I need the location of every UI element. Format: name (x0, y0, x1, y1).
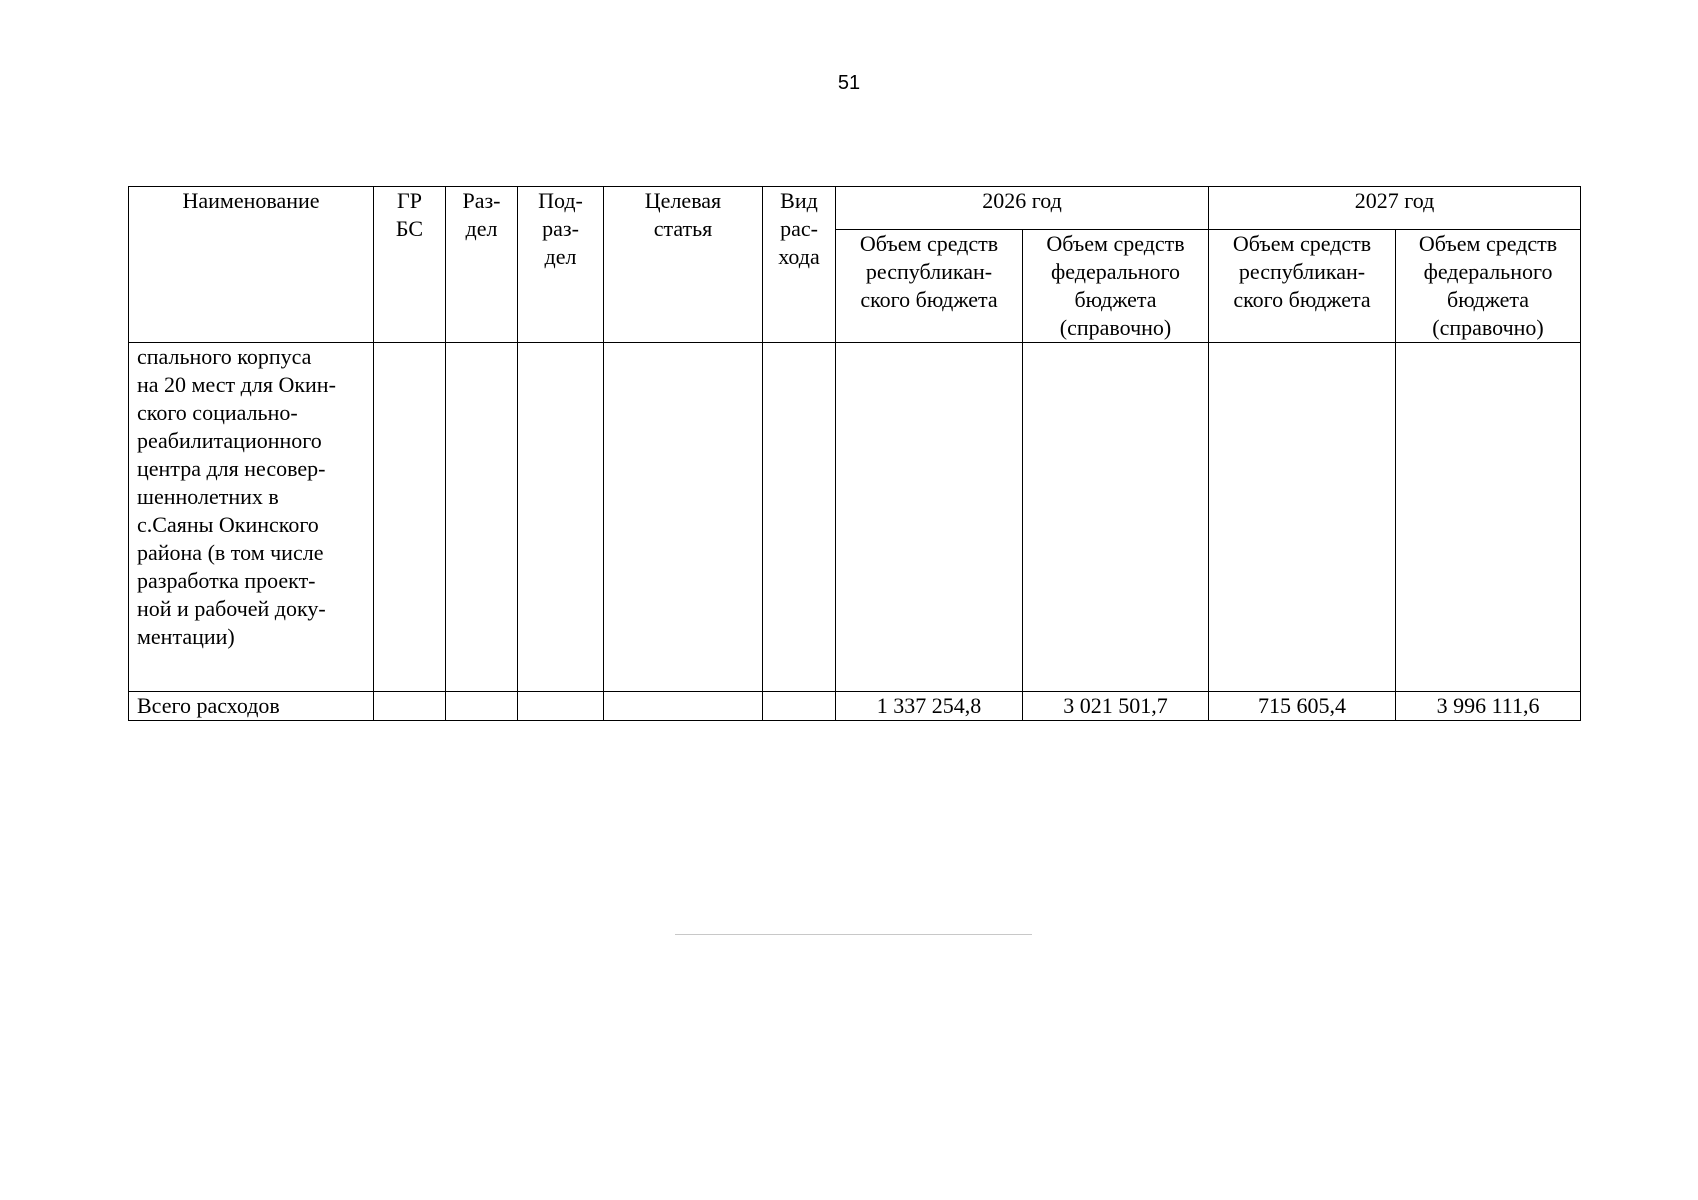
table-header (129, 187, 1581, 343)
table-body (129, 343, 1581, 721)
footer-divider (675, 934, 1032, 935)
header-2027-federal: Объем средств федерального бюджета (справочно) (1396, 230, 1581, 343)
total-razdel (446, 692, 518, 721)
header-year-2026: 2026 год (836, 187, 1209, 230)
header-name: Наименование (129, 187, 374, 343)
header-razdel: Раз- дел (446, 187, 518, 343)
total-2026-federal: 3 021 501,7 (1023, 692, 1209, 721)
row-2026-federal (1023, 343, 1209, 692)
total-podrazdel (518, 692, 604, 721)
total-grbs (374, 692, 446, 721)
total-2027-federal: 3 996 111,6 (1396, 692, 1581, 721)
row-podrazdel (518, 343, 604, 692)
header-celevaya-statya: Целевая статья (604, 187, 763, 343)
total-2026-republic: 1 337 254,8 (836, 692, 1023, 721)
row-2026-republic (836, 343, 1023, 692)
total-vid-rashoda (763, 692, 836, 721)
total-row (129, 692, 1581, 721)
total-2027-republic: 715 605,4 (1209, 692, 1396, 721)
header-2027-republic: Объем средств республикан- ского бюджета (1209, 230, 1396, 343)
page-number: 51 (837, 72, 861, 94)
header-vid-rashoda: Вид рас- хода (763, 187, 836, 343)
header-year-2027: 2027 год (1209, 187, 1581, 230)
total-label: Всего расходов (129, 692, 374, 721)
header-row-top (129, 187, 1581, 230)
row-2027-republic (1209, 343, 1396, 692)
row-grbs (374, 343, 446, 692)
row-name: спального корпуса на 20 мест для Окин- ского социально- реабилитационного центра для несовер- шеннолетних в с.Саяны Окинского района (в том числе разработка проект- ной и рабочей доку- ментации) (129, 343, 374, 692)
header-grbs: ГР БС (374, 187, 446, 343)
header-2026-federal: Объем средств федерального бюджета (справочно) (1023, 230, 1209, 343)
table-row (129, 343, 1581, 692)
row-2027-federal (1396, 343, 1581, 692)
budget-table (128, 186, 1581, 721)
row-celevaya-statya (604, 343, 763, 692)
total-celevaya-statya (604, 692, 763, 721)
header-2026-republic: Объем средств республикан- ского бюджета (836, 230, 1023, 343)
header-podrazdel: Под- раз- дел (518, 187, 604, 343)
row-razdel (446, 343, 518, 692)
row-vid-rashoda (763, 343, 836, 692)
